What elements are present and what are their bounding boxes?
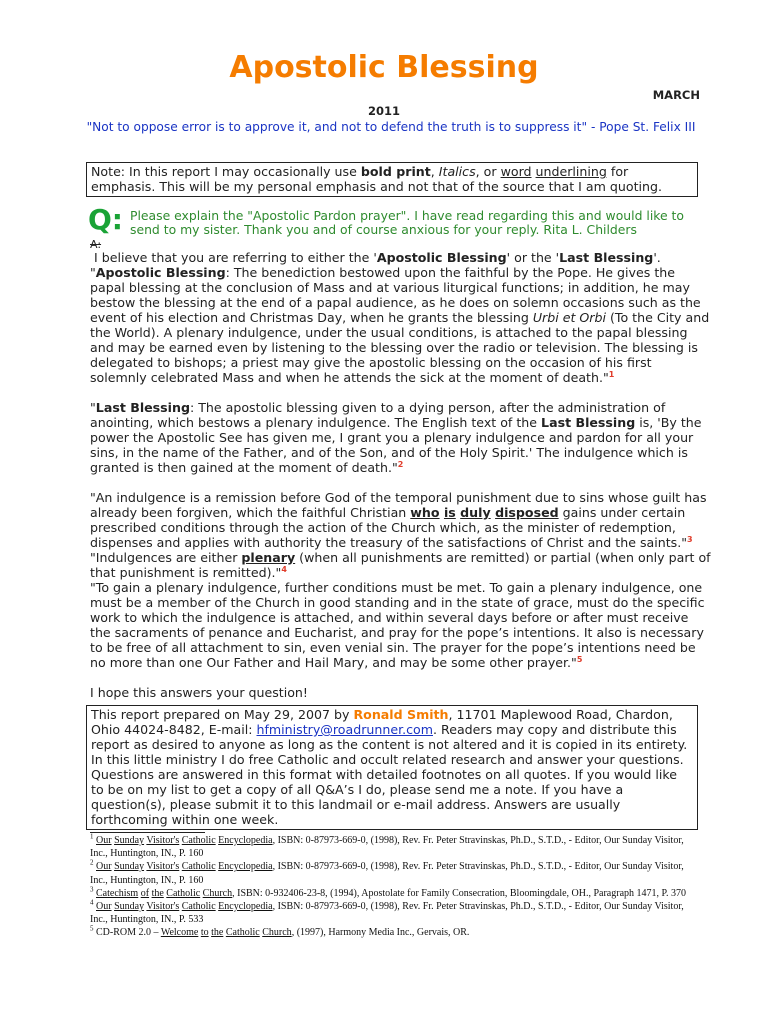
answer-body: [90, 250, 712, 700]
footnote-ref[interactable]: 5: [576, 654, 583, 664]
footnotes: [90, 834, 700, 940]
question-mark: Q:: [88, 203, 123, 236]
footnote-item: $^4$ Our Sunday Visitor's Catholic Encyclopedia, ISBN: 0-87973-669-0, (1998), Rev. Fr. Peter Stravinskas, Ph.D., S.T.D., - Editor, Our Sunday Visitor, Inc., Huntington, IN., P. 533: [90, 898, 684, 926]
term-bold: Last Blessing: [541, 415, 636, 430]
paragraph-text: (when all punishments are remitted) or partial (when only part of that punishment is remitted).": [90, 550, 711, 580]
paragraph-text: "To gain a plenary indulgence, further conditions must be met. To gain a plenary indulgence, one must be a member of the Church in good standing and in the state of grace, must do the specific work to which the indulgence is attached, and within several days before or after must receive the sacraments of penance and Eucharist, and pray for the pope’s intentions. It also is necessary to be free of all attachment to sin, even venial sin. The prayer for the pope’s intentions need be no more than one Our Father and Hail Mary, and may be some other prayer.": [90, 580, 705, 670]
emphasis-note-box: [86, 162, 698, 197]
emphasis-underline: disposed: [495, 505, 559, 520]
intro-text: '.: [653, 250, 661, 265]
closing-line: I hope this answers your question!: [90, 685, 308, 700]
note-text: for emphasis. This will be my personal emphasis and not that of the source that I am quoting.: [91, 164, 662, 194]
footnote-ref[interactable]: 4: [281, 564, 287, 574]
footnote-item: $^2$ Our Sunday Visitor's Catholic Encyclopedia, ISBN: 0-87973-669-0, (1998), Rev. Fr. Peter Stravinskas, Ph.D., S.T.D., - Editor, Our Sunday Visitor, Inc., Huntington, IN., P. 160: [90, 859, 684, 886]
answer-label: A:: [90, 238, 102, 251]
page-title: Apostolic Blessing: [229, 50, 539, 85]
footnote-number: 2: [90, 859, 94, 868]
emphasis-underline: duly: [460, 505, 491, 520]
intro-text: ' or the ': [506, 250, 560, 265]
answer-intro: [90, 250, 712, 265]
author-name: Ronald Smith: [353, 707, 449, 722]
paragraph-conditions: [90, 580, 712, 670]
paragraph-text: gains under certain prescribed conditions through the action of the Church which, as the minister of redemption, dispenses and applies with authority the treasury of the satisfactions of Christ and the saints.": [90, 505, 688, 550]
paragraph-text: "An indulgence is a remission before God of the temporal punishment due to sins whose guilt has already been forgiven, which the faithful Christian: [90, 490, 707, 520]
paragraph-text: is, 'By the power the Apostolic See has given me, I grant you a plenary indulgence and pardon for all your sins, in the name of the Father, and of the Son, and of the Holy Spirit.' The indulgence which is granted is then gained at the moment of death.": [90, 415, 702, 475]
question-text: Please explain the "Apostolic Pardon prayer". I have read regarding this and would like to send to my sister. Thank you and of course anxious for your reply. Rita L. Childers: [130, 208, 684, 237]
paragraph-text: : The apostolic blessing given to a dying person, after the administration of anointing, which bestows a plenary indulgence. The English text of the: [90, 400, 666, 430]
footnote-item: $^1$ Our Sunday Visitor's Catholic Encyclopedia, ISBN: 0-87973-669-0, (1998), Rev. Fr. Peter Stravinskas, Ph.D., S.T.D., - Editor, Our Sunday Visitor, Inc., Huntington, IN., P. 160: [90, 832, 684, 860]
note-text: ,: [430, 164, 439, 179]
report-text: , 11701 Maplewood Road, Chardon, Ohio 44024-8482, E-mail:: [91, 707, 673, 737]
intro-bold: Last Blessing: [559, 250, 654, 265]
paragraph-apostolic-blessing: "Apostolic Blessing: The benediction bestowed upon the faithful by the Pope. He gives the papal blessing at the conclusion of Mass and at various liturgical functions; in addition, he may bestow the blessing at the end of a papal audience, as he does on solemn occasions such as the event of his election and Christmas Day, when he grants the blessing Urbi et Orbi (To the City and the World). A plenary indulgence, under the usual conditions, is attached to the papal blessing and may be earned even by listening to the blessing over the radio or television. The blessing is delegated to bishops; a priest may give the apostolic blessing on the occasion of his first solemnly celebrated Mass and when he attends the sick at the moment of death."$^1$: [90, 265, 710, 385]
footnote-ref[interactable]: 2: [397, 459, 404, 469]
footnote-divider: [90, 832, 205, 833]
term-bold: Apostolic Blessing: [95, 265, 226, 280]
footnote-item: $^3$ Catechism of the Catholic Church, ISBN: 0-932406-23-8, (1994), Apostolate for Family Consecration, Bloomingdale, OH., Paragraph 1471, P. 370: [90, 885, 686, 899]
footnote-number: 3: [90, 885, 94, 894]
note-underline: underlining: [535, 164, 607, 179]
note-text: Note: In this report I may occasionally use: [91, 164, 361, 179]
paragraph-text: "Indulgences are either: [90, 550, 242, 565]
intro-bold: Apostolic Blessing: [376, 250, 507, 265]
paragraph-text: (To the City and the World). A plenary indulgence, under the usual conditions, is attached to the papal blessing and may be earned even by listening to the blessing over the radio or television. The blessing is delegated to bishops; a priest may give the apostolic blessing on the occasion of his first solemnly celebrated Mass and when he attends the sick at the moment of death.": [90, 310, 710, 385]
epigraph-quote: "Not to oppose error is to approve it, and not to defend the truth is to suppress it" - Pope St. Felix III: [86, 120, 696, 134]
report-info-box: [86, 705, 698, 830]
note-text: , or: [475, 164, 501, 179]
emphasis-underline: plenary: [241, 550, 296, 565]
footnote-number: 1: [90, 832, 94, 841]
paragraph-text: : The benediction bestowed upon the faithful by the Pope. He gives the papal blessing at the conclusion of Mass and at various liturgical functions; in addition, he may bestow the blessing at the end of a papal audience, as he does on solemn occasions such as the event of his election and Christmas Day, when he grants the blessing: [90, 265, 701, 325]
paragraph-last-blessing: "Last Blessing: The apostolic blessing given to a dying person, after the administration of anointing, which bestows a plenary indulgence. The English text of the Last Blessing is, 'By the power the Apostolic See has given me, I grant you a plenary indulgence and pardon for all your sins, in the name of the Father, and of the Son, and of the Holy Spirit.' The indulgence which is granted is then gained at the moment of death."$^2$: [90, 400, 702, 475]
footnote-item: $^5$ CD-ROM 2.0 – Welcome to the Catholic Church, (1997), Harmony Media Inc., Gervais, OR.: [90, 925, 470, 939]
term-italic: Urbi et Orbi: [532, 310, 606, 325]
term-bold: Last Blessing: [95, 400, 190, 415]
report-text: This report prepared on May 29, 2007 by: [91, 707, 354, 722]
report-text: . Readers may copy and distribute this report as desired to anyone as long as the content is not altered and it is copied in its entirety. In this little ministry I do free Catholic and occult related research and answer your questions. Questions are answered in this format with detailed footnotes on all quotes. If you would like to be on my list to get a copy of all Q&A’s I do, please send me a note. If you have a question(s), please submit it to this landmail or e-mail address. Answers are usually forthcoming within one week.: [91, 722, 688, 827]
date-year: 2011: [367, 104, 400, 118]
emphasis-underline: who: [410, 505, 440, 520]
date-month: MARCH: [652, 88, 700, 102]
note-bold: bold print: [360, 164, 431, 179]
footnote-ref[interactable]: 3: [687, 534, 693, 544]
paragraph-plenary: [90, 550, 712, 580]
emphasis-underline: is: [443, 505, 456, 520]
note-italic: Italics: [438, 164, 476, 179]
footnote-number: 4: [90, 898, 94, 907]
footnote-number: 5: [90, 925, 94, 934]
footnote-ref[interactable]: 1: [608, 369, 615, 379]
email-link[interactable]: hfministry@roadrunner.com: [256, 722, 433, 737]
paragraph-indulgence: [90, 490, 712, 550]
note-underline: word: [500, 164, 532, 179]
intro-text: I believe that you are referring to either the ': [94, 250, 377, 265]
